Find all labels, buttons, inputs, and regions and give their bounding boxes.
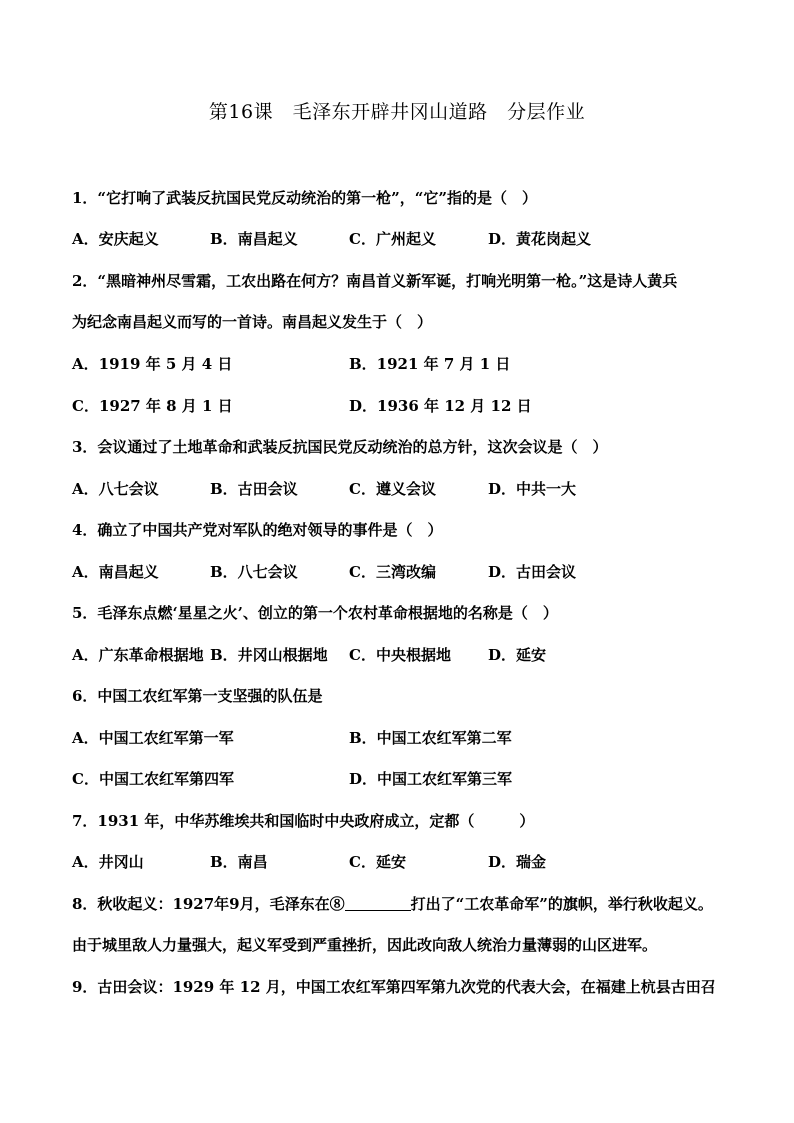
question-1-option-b: B．南昌起义 (210, 230, 298, 248)
question-1-stem: 1．“它打响了武装反抗国民党反动统治的第一枪”，“它”指的是（ ） (72, 189, 537, 207)
question-4-option-a: A．南昌起义 (72, 563, 159, 581)
question-3-option-d: D．中共一大 (488, 480, 577, 498)
question-7-option-d: D．瑞金 (488, 853, 547, 871)
question-5-option-c: C．中央根据地 (349, 646, 451, 664)
question-3-stem: 3．会议通过了土地革命和武装反抗国民党反动统治的总方针，这次会议是（ ） (72, 438, 608, 456)
question-6-option-a: A．中国工农红军第一军 (72, 729, 234, 747)
fill-in-blank (345, 896, 411, 911)
question-4-option-c: C．三湾改编 (349, 563, 436, 581)
question-7-option-c: C．延安 (349, 853, 406, 871)
question-3-option-a: A．八七会议 (72, 480, 159, 498)
question-4-option-b: B．八七会议 (210, 563, 298, 581)
question-5-option-b: B．井冈山根据地 (210, 646, 328, 664)
question-6-stem: 6．中国工农红军第一支坚强的队伍是 (72, 687, 323, 705)
question-3-option-b: B．古田会议 (210, 480, 298, 498)
question-7-stem: 7．1931 年，中华苏维埃共和国临时中央政府成立，定都（ ） (72, 812, 535, 830)
question-1-option-d: D．黄花岗起义 (488, 230, 592, 248)
question-5-stem: 5．毛泽东点燃‘星星之火’、创立的第一个农村革命根据地的名称是（ ） (72, 604, 558, 622)
question-2-stem-line-2: 为纪念南昌起义而写的一首诗。南昌起义发生于（ ） (72, 313, 433, 331)
question-3-option-c: C．遵义会议 (349, 480, 436, 498)
question-8-stem-after-blank: 打出了“工农革命军”的旗帜，举行秋收起义。 (410, 895, 713, 913)
question-6-option-d: D．中国工农红军第三军 (349, 770, 513, 788)
page-title: 第16课 毛泽东开辟井冈山道路 分层作业 (208, 101, 586, 123)
question-1-option-c: C．广州起义 (349, 230, 436, 248)
question-4-stem: 4．确立了中国共产党对军队的绝对领导的事件是（ ） (72, 521, 443, 539)
question-5-option-d: D．延安 (488, 646, 547, 664)
question-6-option-c: C．中国工农红军第四军 (72, 770, 234, 788)
question-2-option-a: A．1919 年 5 月 4 日 (72, 355, 233, 373)
question-9-stem: 9．古田会议：1929 年 12 月，中国工农红军第四军第九次党的代表大会，在福建上杭县古田召 (72, 978, 716, 996)
question-2-option-b: B．1921 年 7 月 1 日 (349, 355, 511, 373)
question-8-stem-before-blank: 8．秋收起义：1927年9月，毛泽东在⑧ (72, 895, 345, 913)
question-2-option-c: C．1927 年 8 月 1 日 (72, 397, 233, 415)
question-8-stem-line-1 (72, 893, 713, 914)
question-2-option-d: D．1936 年 12 月 12 日 (349, 397, 532, 415)
question-2-stem-line-1: 2．“黑暗神州尽雪霜，工农出路在何方？南昌首义新军诞，打响光明第一枪。”这是诗人黄兵 (72, 272, 678, 290)
question-6-option-b: B．中国工农红军第二军 (349, 729, 512, 747)
question-1-option-a: A．安庆起义 (72, 230, 159, 248)
question-4-option-d: D．古田会议 (488, 563, 577, 581)
question-7-option-a: A．井冈山 (72, 853, 144, 871)
question-7-option-b: B．南昌 (210, 853, 268, 871)
question-5-option-a: A．广东革命根据地 (72, 646, 204, 664)
question-8-stem-line-2: 由于城里敌人力量强大，起义军受到严重挫折，因此改向敌人统治力量薄弱的山区进军。 (72, 936, 658, 954)
